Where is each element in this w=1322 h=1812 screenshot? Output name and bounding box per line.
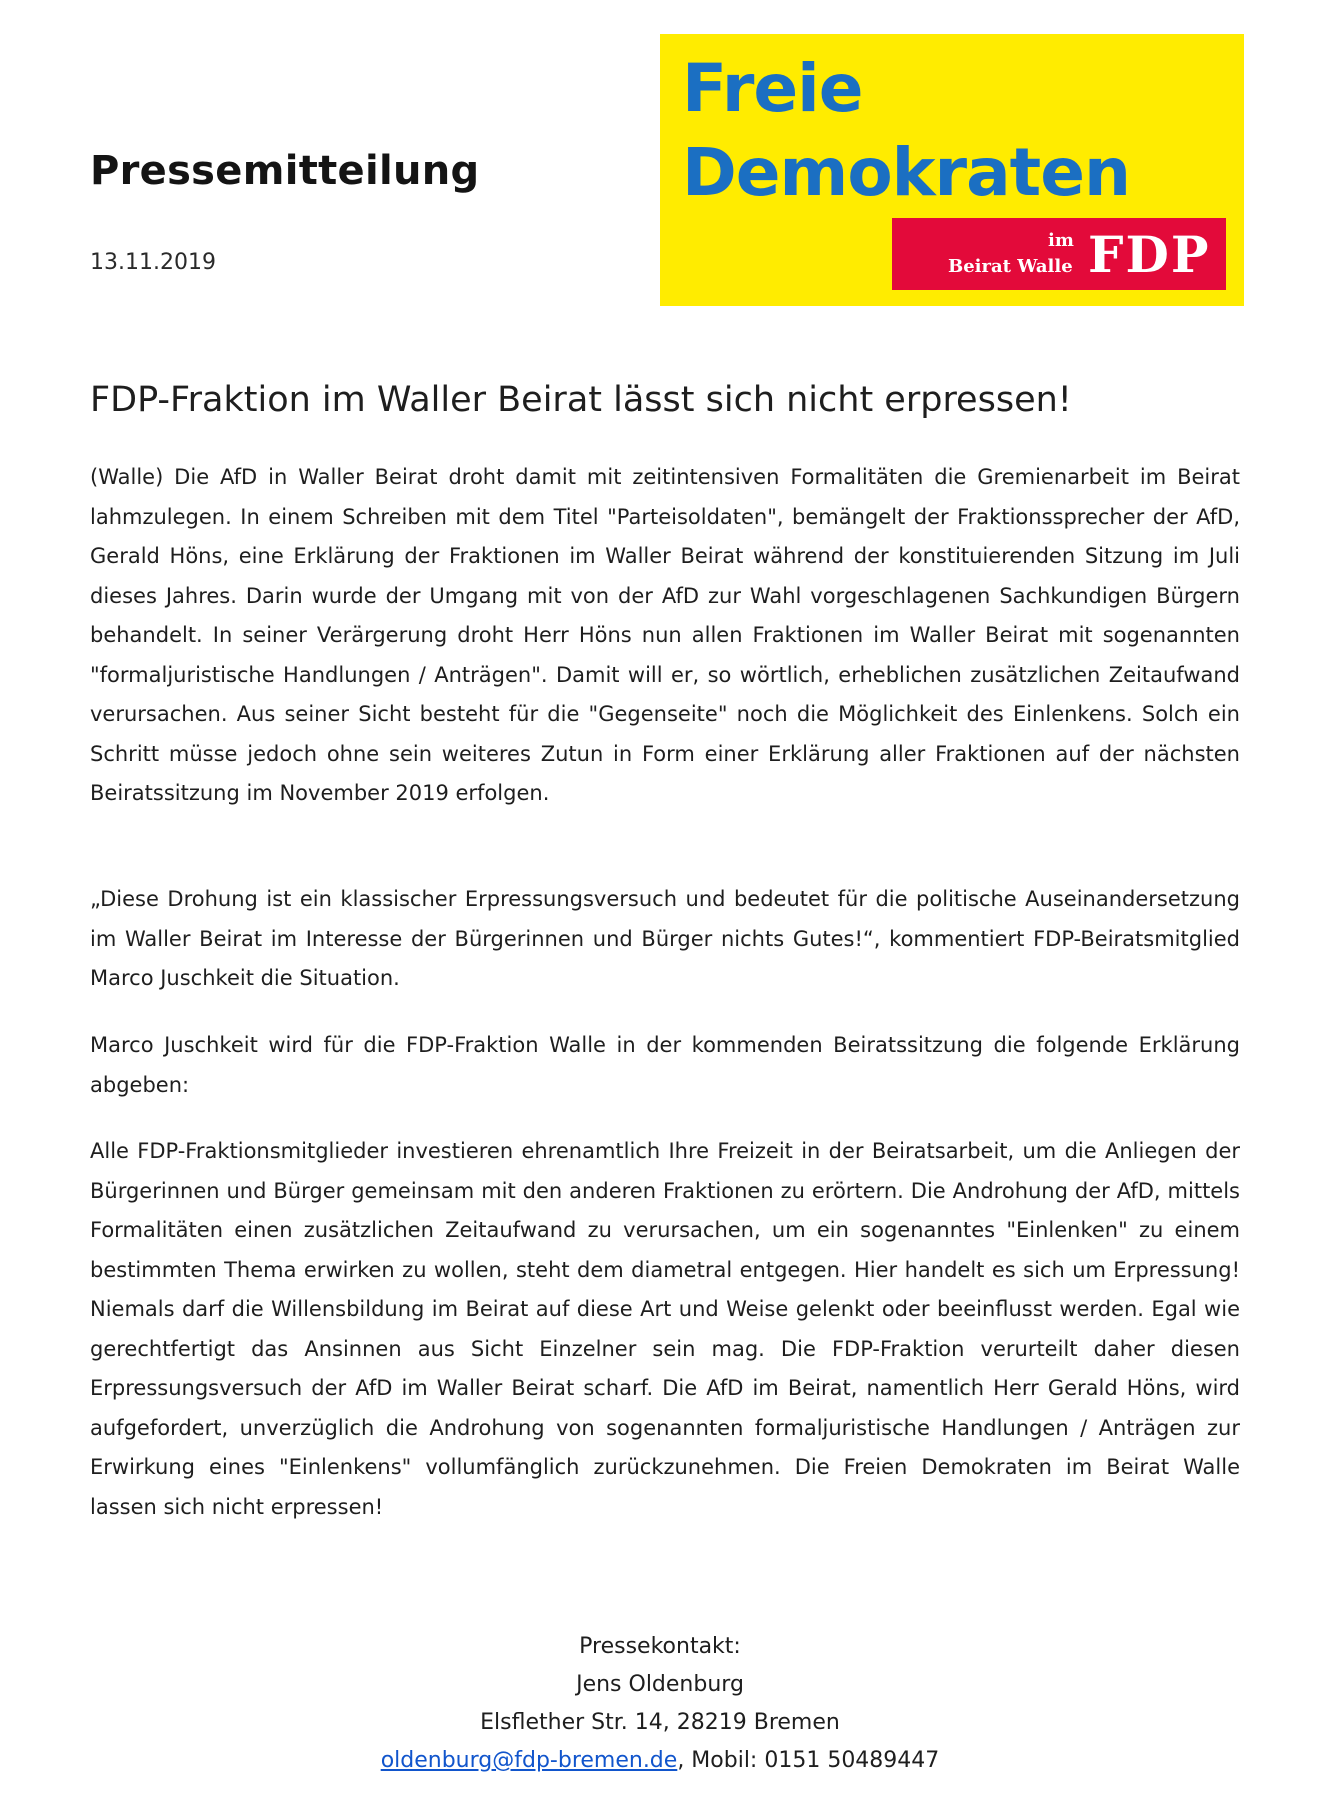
paragraph-intro: (Walle) Die AfD in Waller Beirat droht damit mit zeitintensiven Formalitäten die Gremienarbeit im Beirat lahmzulegen. In einem Schreiben mit dem Titel "Parteisoldaten", bemängelt der Fraktionssprecher der AfD, Gerald Höns, eine Erklärung der Fraktionen im Waller Beirat während der konstituierenden Sitzung im Juli dieses Jahres. Darin wurde der Umgang mit von der AfD zur Wahl vorgeschlagenen Sachkundigen Bürgern behandelt. In seiner Verärgerung droht Herr Höns nun allen Fraktionen im Waller Beirat mit sogenannten "formaljuristische Handlungen / Anträgen". Damit will er, so wörtlich, erheblichen zusätzlichen Zeitaufwand verursachen. Aus seiner Sicht besteht für die "Gegenseite" noch die Möglichkeit des Einlenkens. Solch ein Schritt müsse jedoch ohne sein weiteres Zutun in Form einer Erklärung aller Fraktionen auf der nächsten Beiratssitzung im November 2019 erfolgen.: [90, 465, 1240, 805]
contact-label: Pressekontakt:: [579, 1634, 741, 1659]
contact-name: Jens Oldenburg: [576, 1672, 744, 1697]
logo-text-demokraten: Demokraten: [682, 134, 1130, 211]
paragraph-statement: Alle FDP-Fraktionsmitglieder investieren ehrenamtlich Ihre Freizeit in der Beiratsarbeit, um die Anliegen der Bürgerinnen und Bürger gemeinsam mit den anderen Fraktionen zu erörtern. Die Androhung der AfD, mittels Formalitäten einen zusätzlichen Zeitaufwand zu verursachen, um ein sogenanntes "Einlenken" zu einem bestimmten Thema erwirken zu wollen, steht dem diametral entgegen. Hier handelt es sich um Erpressung! Niemals darf die Willensbildung im Beirat auf diese Art und Weise gelenkt oder beeinflusst werden. Egal wie gerechtfertigt das Ansinnen aus Sicht Einzelner sein mag. Die FDP-Fraktion verurteilt daher diesen Erpressungsversuch der AfD im Waller Beirat scharf. Die AfD im Beirat, namentlich Herr Gerald Höns, wird aufgefordert, unverzüglich die Androhung von sogenannten formaljuristische Handlungen / Anträgen zur Erwirkung eines "Einlenkens" vollumfänglich zurückzunehmen. Die Freien Demokraten im Beirat Walle lassen sich nicht erpressen!: [90, 1139, 1240, 1519]
logo-badge-fdp: FDP: [1088, 225, 1211, 284]
fdp-logo: [660, 34, 1244, 306]
document-date: 13.11.2019: [90, 250, 216, 275]
press-contact: [300, 1628, 1020, 1780]
paragraph-quote: „Diese Drohung ist ein klassischer Erpressungsversuch und bedeutet für die politische Auseinandersetzung im Waller Beirat im Interesse der Bürgerinnen und Bürger nichts Gutes!“, kommentiert FDP-Beiratsmitglied Marco Juschkeit die Situation.: [90, 887, 1240, 990]
press-release-headline: FDP-Fraktion im Waller Beirat lässt sich nicht erpressen!: [90, 380, 1072, 420]
contact-address: Elsflether Str. 14, 28219 Bremen: [480, 1710, 840, 1735]
paragraph-announcement: Marco Juschkeit wird für die FDP-Fraktion Walle in der kommenden Beiratssitzung die folgende Erklärung abgeben:: [90, 1033, 1240, 1097]
contact-email-link[interactable]: oldenburg@fdp-bremen.de: [380, 1748, 678, 1773]
logo-text-freie: Freie: [682, 50, 863, 127]
logo-badge-im: im: [1048, 230, 1074, 251]
contact-mobile: , Mobil: 0151 50489447: [677, 1748, 940, 1773]
logo-badge: [892, 218, 1226, 290]
contact-email-row: [300, 1742, 1020, 1780]
document-type-heading: Pressemitteilung: [90, 148, 480, 194]
logo-badge-beirat-walle: Beirat Walle: [948, 256, 1073, 277]
